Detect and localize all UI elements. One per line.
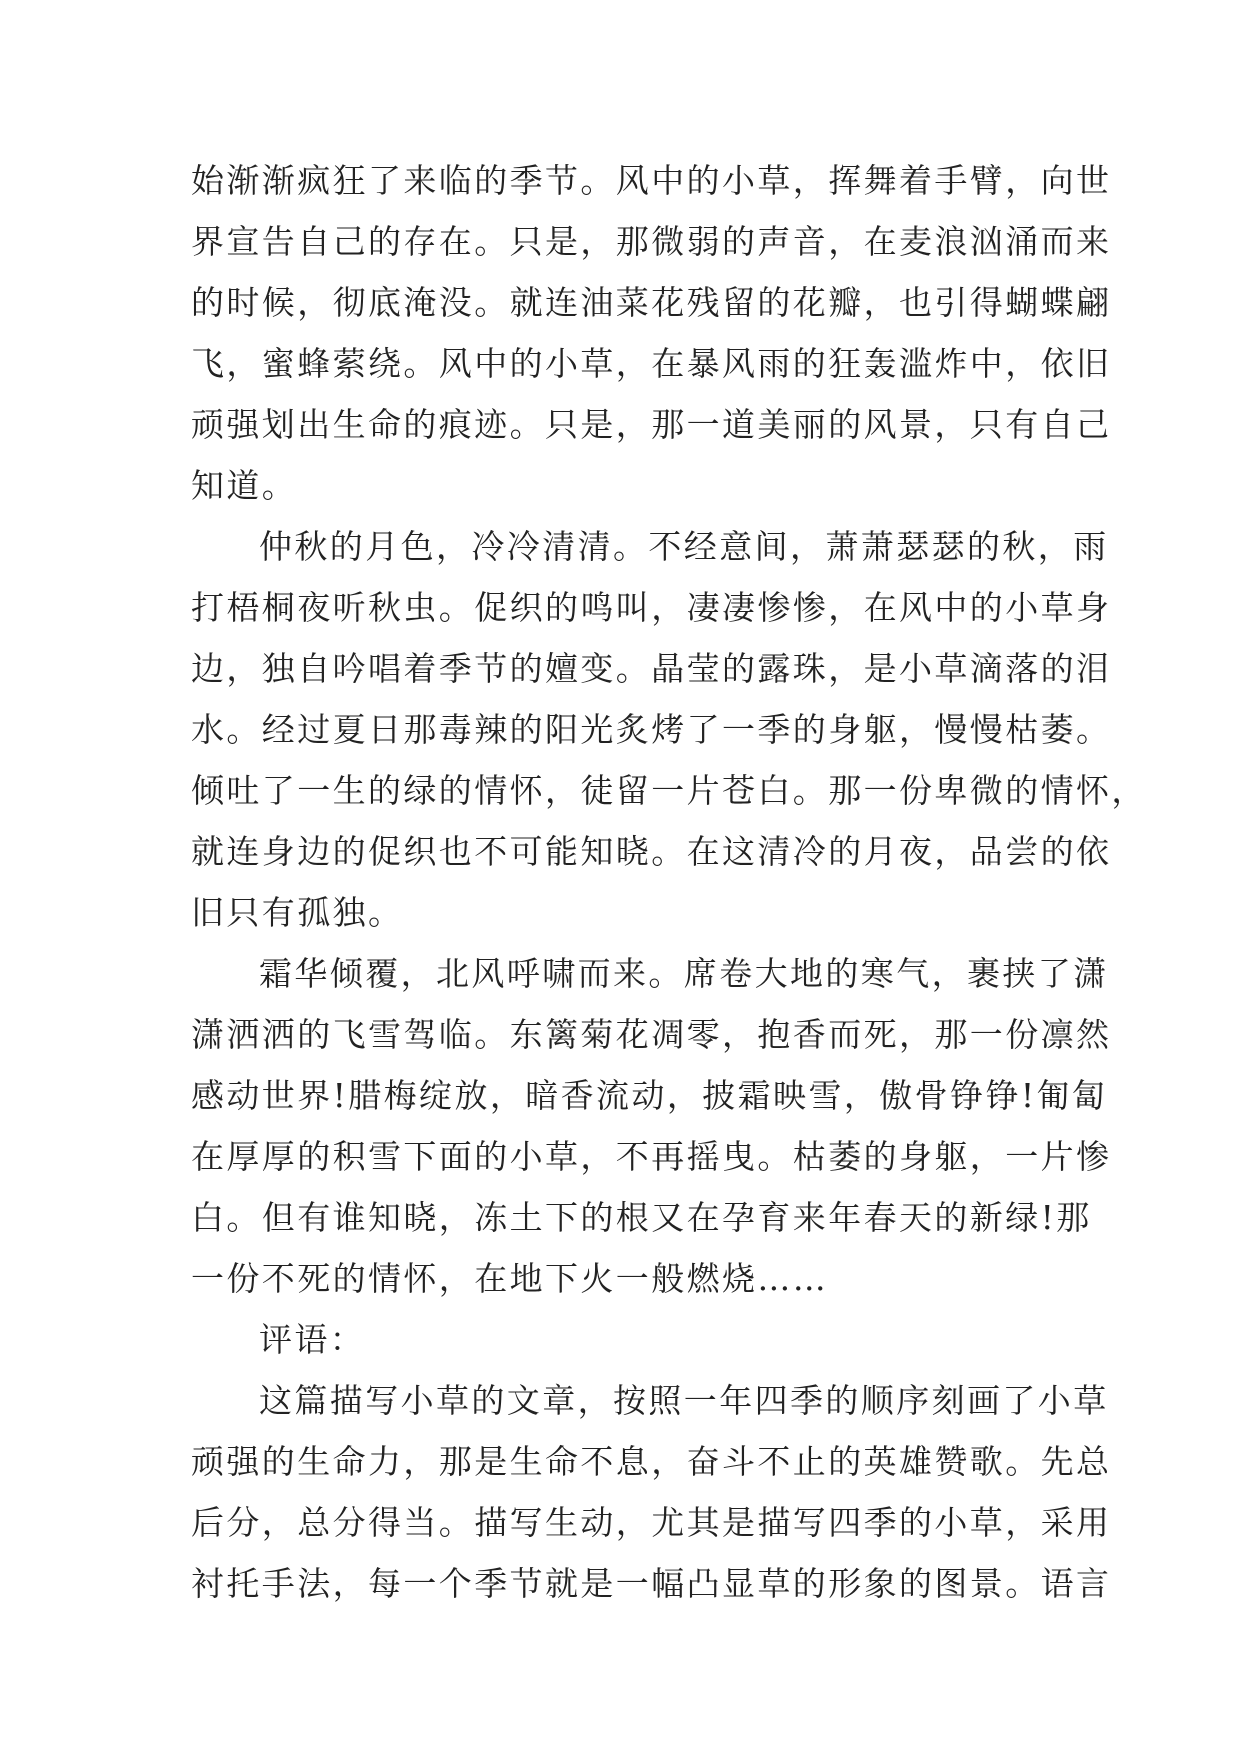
text-line: 的时候，彻底淹没。就连油菜花残留的花瓣，也引得蝴蝶翩 xyxy=(191,283,1112,322)
text-line: 知道。 xyxy=(191,466,298,505)
text-line: 一份不死的情怀，在地下火一般燃烧…… xyxy=(191,1259,829,1298)
text-line: 始渐渐疯狂了来临的季节。风中的小草，挥舞着手臂，向世 xyxy=(191,161,1112,200)
text-line: 这篇描写小草的文章，按照一年四季的顺序刻画了小草 xyxy=(259,1381,1109,1420)
text-line: 在厚厚的积雪下面的小草，不再摇曳。枯萎的身躯，一片惨 xyxy=(191,1137,1112,1176)
document-body xyxy=(191,150,1147,1614)
text-line: 倾吐了一生的绿的情怀，徒留一片苍白。那一份卑微的情怀， xyxy=(191,771,1147,810)
text-line: 水。经过夏日那毒辣的阳光炙烤了一季的身躯，慢慢枯萎。 xyxy=(191,710,1112,749)
text-line: 旧只有孤独。 xyxy=(191,893,404,932)
text-line: 感动世界!腊梅绽放，暗香流动，披霜映雪，傲骨铮铮!匍匐 xyxy=(191,1076,1108,1115)
text-line: 白。但有谁知晓，冻土下的根又在孕育来年春天的新绿!那 xyxy=(191,1198,1092,1237)
text-line: 界宣告自己的存在。只是，那微弱的声音，在麦浪汹涌而来 xyxy=(191,222,1112,261)
text-line: 边，独自吟唱着季节的嬗变。晶莹的露珠，是小草滴落的泪 xyxy=(191,649,1112,688)
text-line: 霜华倾覆，北风呼啸而来。席卷大地的寒气，裹挟了潇 xyxy=(259,954,1109,993)
text-line: 衬托手法，每一个季节就是一幅凸显草的形象的图景。语言 xyxy=(191,1564,1112,1603)
text-line: 飞，蜜蜂萦绕。风中的小草，在暴风雨的狂轰滥炸中，依旧 xyxy=(191,344,1112,383)
text-line: 潇洒洒的飞雪驾临。东篱菊花凋零，抱香而死，那一份凛然 xyxy=(191,1015,1112,1054)
text-line: 后分，总分得当。描写生动，尤其是描写四季的小草，采用 xyxy=(191,1503,1112,1542)
text-line: 评语： xyxy=(259,1320,366,1359)
text-line: 顽强的生命力，那是生命不息，奋斗不止的英雄赞歌。先总 xyxy=(191,1442,1112,1481)
text-line: 仲秋的月色，冷冷清清。不经意间，萧萧瑟瑟的秋，雨 xyxy=(259,527,1109,566)
text-line: 打梧桐夜听秋虫。促织的鸣叫，凄凄惨惨，在风中的小草身 xyxy=(191,588,1112,627)
text-line: 顽强划出生命的痕迹。只是，那一道美丽的风景，只有自己 xyxy=(191,405,1112,444)
text-line: 就连身边的促织也不可能知晓。在这清冷的月夜，品尝的依 xyxy=(191,832,1112,871)
